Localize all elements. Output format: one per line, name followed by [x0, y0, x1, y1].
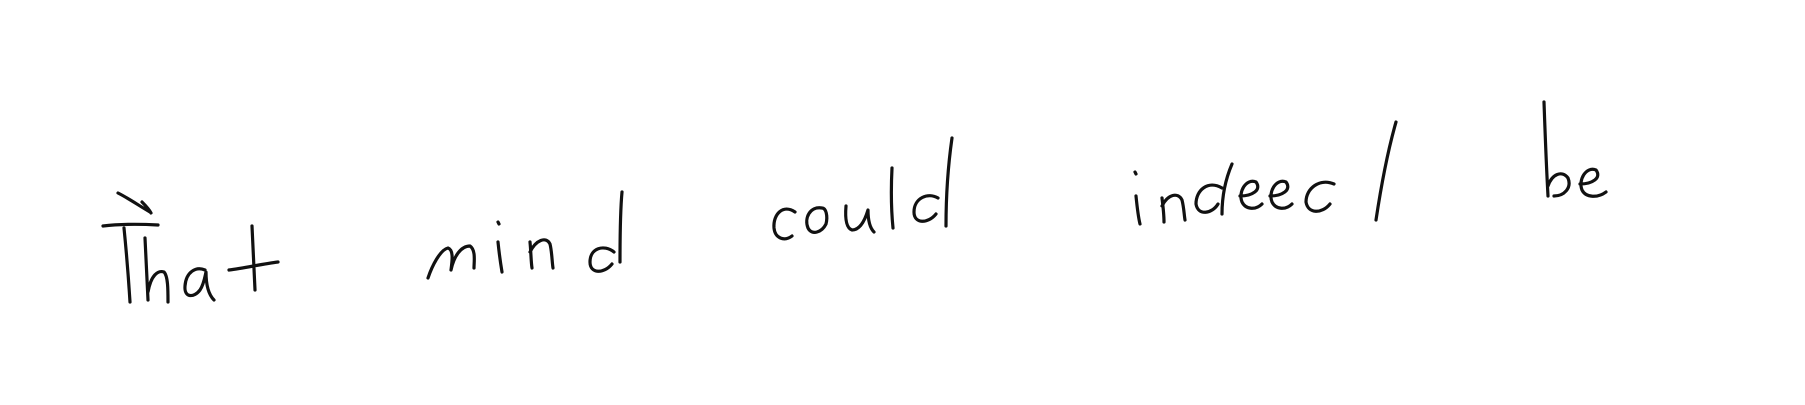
handwritten-word-could	[774, 138, 952, 239]
handwritten-word-be	[1544, 102, 1606, 196]
handwritten-word-mind	[428, 192, 622, 278]
handwritten-word-that	[103, 193, 278, 302]
handwritten-word-indeed	[1135, 122, 1396, 224]
